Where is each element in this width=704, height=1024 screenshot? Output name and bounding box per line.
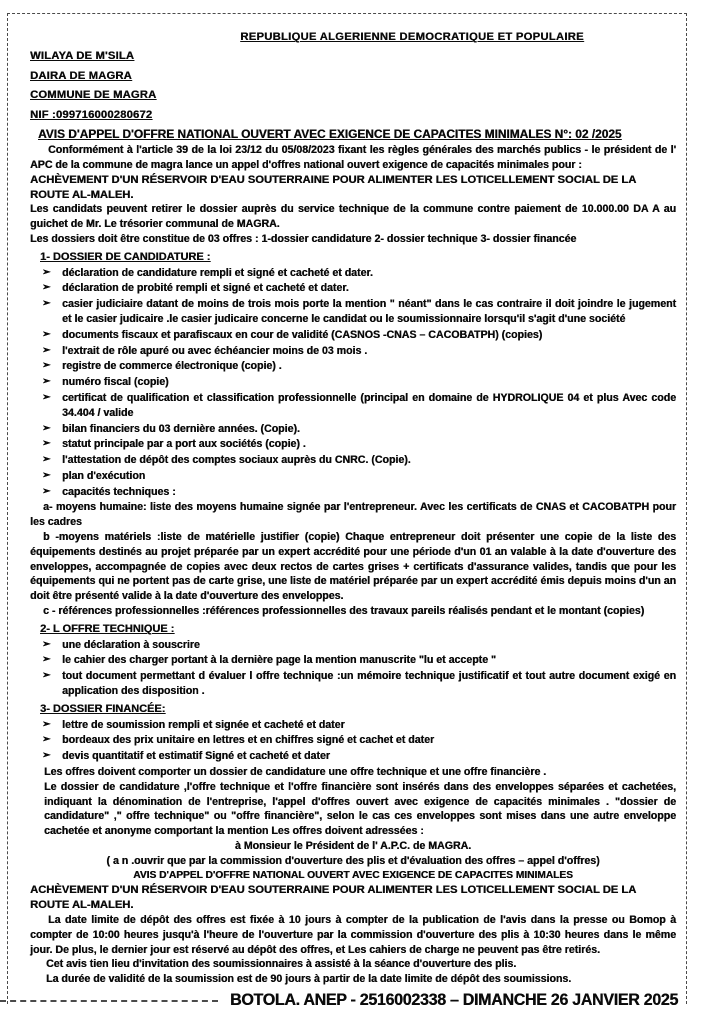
list-item	[42, 469, 676, 484]
list-item	[42, 653, 676, 668]
invitation-line: Cet avis tien lieu d'invitation des soumissionnaires à assisté à la séance d'ouverture des plis.	[46, 958, 517, 971]
arrow-bullet-icon: ➢	[42, 282, 51, 294]
org-daira: DAIRA DE MAGRA	[30, 69, 132, 82]
arrow-bullet-icon: ➢	[42, 328, 51, 340]
list-item	[42, 638, 676, 653]
list-item-text: numéro fiscal (copie)	[62, 376, 169, 389]
list-item-text: déclaration de probité rempli et signé et cacheté et dater.	[62, 282, 349, 295]
list-item	[42, 359, 676, 374]
arrow-bullet-icon: ➢	[42, 376, 51, 388]
list-item	[42, 749, 676, 764]
list-item-text: plan d'exécution	[62, 469, 146, 482]
financiere-list	[30, 718, 676, 764]
list-item	[42, 718, 676, 733]
republic-header: REPUBLIQUE ALGERIENNE DEMOCRATIQUE ET POPULAIRE	[240, 31, 584, 43]
note-references: c - références professionnelles :références professionnelles des travaux pareils réalisés pendant et le montant (copies)	[43, 605, 645, 618]
note-moyens-humains: a- moyens humaine: liste des moyens humaine signée par l'entrepreneur. Avec les certificats de CNAS et CACOBATPH pour les cadres	[30, 501, 676, 529]
project-title-repeat: ACHÈVEMENT D'UN RÉSERVOIR D'EAU SOUTERRAINE POUR ALIMENTER LES LOTICELLEMENT SOCIAL DE LA ROUTE AL-MALEH.	[30, 884, 636, 912]
section-heading-financiere: 3- DOSSIER FINANCÉE:	[40, 702, 166, 715]
list-item	[42, 733, 676, 748]
arrow-bullet-icon: ➢	[42, 485, 51, 497]
address-line: à Monsieur le Président de l' A.P.C. de MAGRA.	[234, 840, 472, 853]
intro-paragraph: Conformément à l'article 39 de la loi 23/12 du 05/08/2023 fixant les règles générales des marchés publics - le président de l' APC de la commune de magra lance un appel d'offres national ouvert exigence de capacités minimales pour :	[30, 144, 676, 171]
technique-list	[30, 638, 676, 699]
list-item	[42, 328, 676, 343]
arrow-bullet-icon: ➢	[42, 438, 51, 450]
list-item-text: statut principale par a port aux sociétés (copie) .	[62, 438, 306, 451]
candidature-list	[30, 266, 676, 500]
list-item	[42, 485, 676, 500]
list-item-text: l'attestation de dépôt des comptes sociaux auprès du CNRC. (Copie).	[62, 454, 411, 467]
list-item	[42, 297, 676, 327]
list-item	[42, 266, 676, 281]
note-moyens-materiels: b -moyens matériels :liste de matérielle justifier (copie) Chaque entrepreneur doit présenter une copie de la liste des équipements destinés au projet préparée par un expert accrédité pour une période d'un 01 an valable à la date d'ouverture des enveloppes, accompagnée de copies avec deux rectos de cartes grises + certificats d'assurance valides, tandis que pour les équipements qui ne portent pas de carte grise, une liste de matériel préparée par un expert accrédité émis depuis moins d'un an doit être présenté valide à la date d'ouverture des enveloppes.	[30, 531, 676, 603]
list-item-text: l'extrait de rôle apuré ou avec échéancier moins de 03 mois .	[62, 344, 368, 357]
list-item-text: capacités techniques :	[62, 485, 176, 498]
retrait-paragraph: Les candidats peuvent retirer le dossier auprès du service technique de la commune contre paiement de 10.000.00 DA A au guichet de Mr. Le trésorier communal de MAGRA.	[30, 203, 676, 231]
list-item-text: devis quantitatif et estimatif Signé et cacheté et dater	[62, 750, 330, 763]
list-item	[42, 391, 676, 421]
arrow-bullet-icon: ➢	[42, 454, 51, 466]
list-item	[42, 453, 676, 468]
closing-enveloppes-paragraph: Le dossier de candidature ,l'offre technique et l'offre financière sont insérés dans des enveloppes séparées et cachetées, indiquant la dénomination de l'entreprise, l'appel d'offres ouvert avec exigence de capacités minimales . "dossier de candidature" ," offre technique" ou "offre financière", selon le cas ces enveloppes sont mises dans une autre enveloppe cachetée et anonyme comportant la mention Les offres doivent adressées :	[44, 780, 676, 838]
list-item	[42, 344, 676, 359]
list-item-text: registre de commerce électronique (copie) .	[62, 360, 282, 373]
list-item-text: le cahier des charger portant à la dernière page la mention manuscrite "lu et accepte "	[62, 654, 496, 667]
arrow-bullet-icon: ➢	[42, 638, 51, 650]
deadline-paragraph: La date limite de dépôt des offres est fixée à 10 jours à compter de la publication de l'avis dans la presse ou Bomop à compter de 10:00 heures jusqu'à l'heure de l'ouverture par la commission d'ouverture des plis à 10:30 heures dans le même jour. De plus, le dernier jour est réservé au dépôt des offres, et Les cahiers de charge ne peuvent pas être retirés.	[30, 914, 676, 956]
project-title: ACHÈVEMENT D'UN RÉSERVOIR D'EAU SOUTERRAINE POUR ALIMENTER LES LOTICELLEMENT SOCIAL DE LA ROUTE AL-MALEH.	[30, 173, 636, 201]
notice-title: AVIS D'APPEL D'OFFRE NATIONAL OUVERT AVEC EXIGENCE DE CAPACITES MINIMALES N°: 02 /2025	[38, 127, 622, 142]
avis-repeat-line: AVIS D'APPEL D'OFFRE NATIONAL OUVERT AVEC EXIGENCE DE CAPACITES MINIMALES	[133, 869, 573, 881]
list-item-text: bilan financiers du 03 dernière années. (Copie).	[62, 422, 300, 435]
list-item-text: bordeaux des prix unitaire en lettres et en chiffres signé et cachet et dater	[62, 734, 435, 747]
arrow-bullet-icon: ➢	[42, 344, 51, 356]
arrow-bullet-icon: ➢	[42, 391, 51, 403]
arrow-bullet-icon: ➢	[42, 266, 51, 278]
footer-anep-line: BOTOLA. ANEP - 2516002338 – DIMANCHE 26 JANVIER 2025	[230, 991, 679, 1009]
list-item-text: lettre de soumission rempli et signée et cacheté et dater	[62, 718, 345, 731]
arrow-bullet-icon: ➢	[42, 734, 51, 746]
arrow-bullet-icon: ➢	[42, 718, 51, 730]
org-wilaya: WILAYA DE M'SILA	[30, 50, 135, 63]
arrow-bullet-icon: ➢	[42, 750, 51, 762]
list-item-text: une déclaration à souscrire	[62, 638, 200, 651]
closing-offres-paragraph: Les offres doivent comporter un dossier de candidature une offre technique et une offre financière .	[44, 766, 547, 779]
org-nif: NIF :099716000280672	[30, 108, 153, 121]
section-heading-technique: 2- L OFFRE TECHNIQUE :	[40, 622, 175, 635]
arrow-bullet-icon: ➢	[42, 422, 51, 434]
list-item-text: documents fiscaux et parafiscaux en cour de validité (CASNOS -CNAS – CACOBATPH) (copies)	[62, 328, 543, 341]
list-item-text: tout document permettant d évaluer l offre technique :un mémoire technique justificatif et tout autre document exigé en application des disposition .	[62, 670, 676, 698]
footer	[0, 991, 704, 1010]
list-item-text: certificat de qualification et classification professionnelle (principal en domaine de HYDROLIQUE 04 et plus Avec code 34.404 / valide	[62, 391, 676, 419]
arrow-bullet-icon: ➢	[42, 469, 51, 481]
validity-line: La durée de validité de la soumission est de 90 jours à partir de la date limite de dépôt des soumissions.	[46, 973, 572, 986]
list-item	[42, 375, 676, 390]
list-item	[42, 669, 676, 699]
arrow-bullet-icon: ➢	[42, 654, 51, 666]
document-content	[30, 24, 676, 987]
org-commune: COMMUNE DE MAGRA	[30, 89, 157, 102]
list-item-text: casier judiciaire datant de moins de trois mois porte la mention " néant" dans le cas contraire il doit joindre le jugement et le casier judicaire .le casier judicaire concerne le candidat ou le soumissionnaire lorsqu'il s'agit d'une société	[62, 298, 676, 325]
list-item-text: déclaration de candidature rempli et signé et cacheté et dater.	[62, 266, 373, 279]
list-item	[42, 437, 676, 452]
list-item	[42, 422, 676, 437]
arrow-bullet-icon: ➢	[42, 670, 51, 682]
commission-note-line: ( a n .ouvrir que par la commission d'ouverture des plis et d'évaluation des offres – appel d'offres)	[106, 854, 600, 867]
composition-paragraph: Les dossiers doit être constitue de 03 offres : 1-dossier candidature 2- dossier technique 3- dossier financée	[30, 232, 577, 245]
arrow-bullet-icon: ➢	[42, 298, 51, 310]
list-item	[42, 281, 676, 296]
section-heading-candidature: 1- DOSSIER DE CANDIDATURE :	[40, 250, 211, 263]
arrow-bullet-icon: ➢	[42, 360, 51, 372]
footer-dash-left	[0, 1000, 218, 1002]
